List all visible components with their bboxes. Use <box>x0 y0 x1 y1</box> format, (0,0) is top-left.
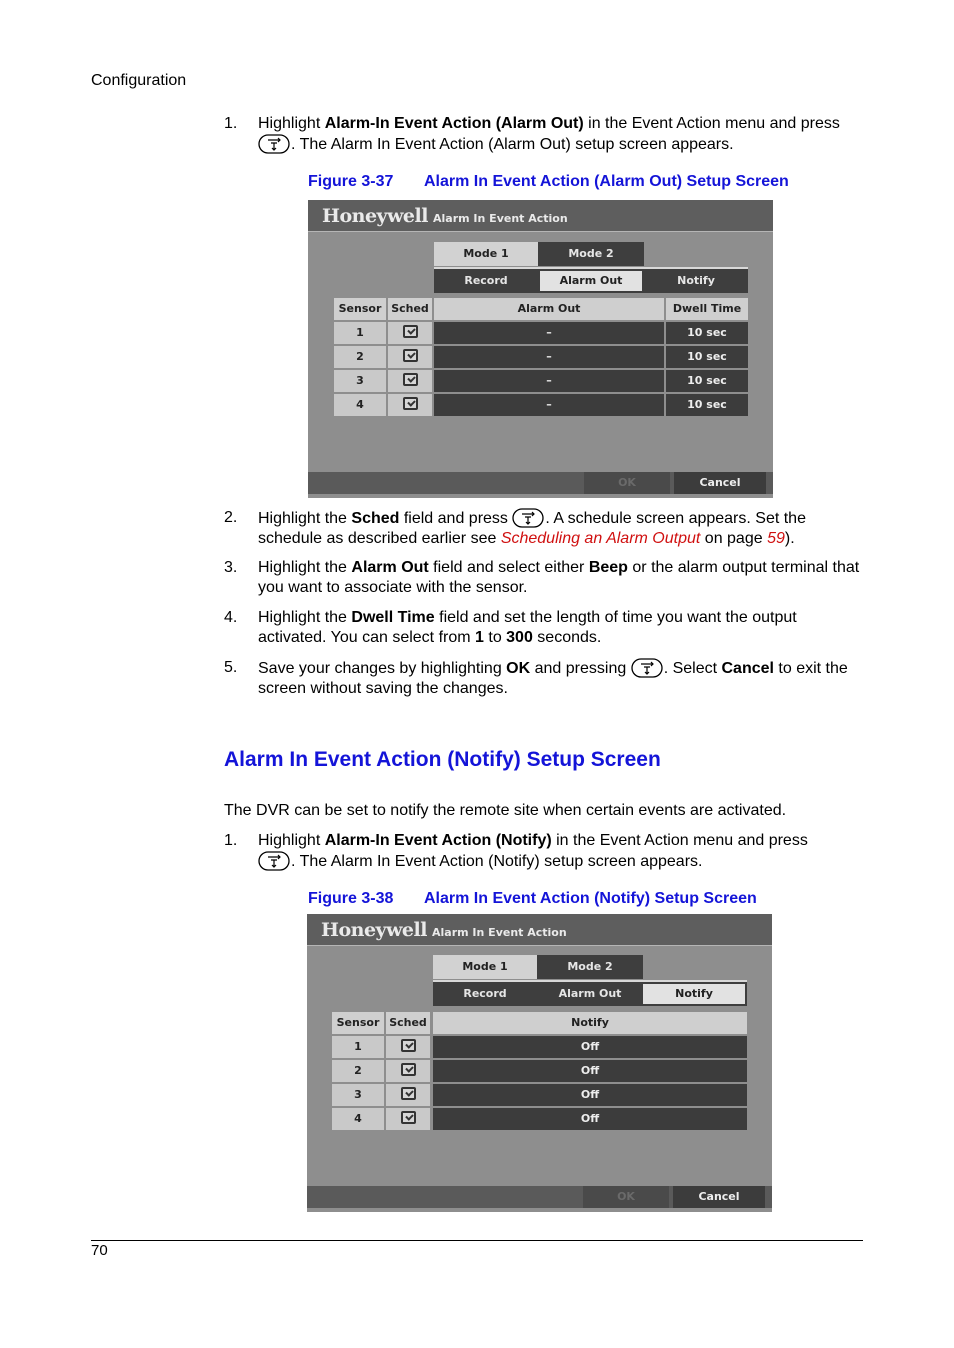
figure-3-37-caption: Figure 3-37 Alarm In Event Action (Alarm Out) Setup Screen <box>308 173 789 190</box>
alarm-out-cell[interactable]: – <box>434 346 664 368</box>
sched-cell[interactable] <box>388 394 432 416</box>
cancel-button[interactable]: Cancel <box>673 1186 765 1208</box>
subtab-alarm-out[interactable]: Alarm Out <box>540 271 642 291</box>
page-number: 70 <box>91 1242 108 1259</box>
running-header: Configuration <box>91 72 187 89</box>
enter-button-icon <box>512 508 544 528</box>
ok-button[interactable]: OK <box>583 1186 669 1208</box>
enter-button-icon <box>258 851 290 871</box>
subtab-record[interactable]: Record <box>464 274 508 287</box>
header-alarm-out: Alarm Out <box>434 298 664 320</box>
schedule-check-icon <box>401 1111 416 1124</box>
sensor-cell: 4 <box>334 394 386 416</box>
sched-cell[interactable] <box>386 1084 430 1106</box>
ok-button[interactable]: OK <box>584 472 670 494</box>
alarm-out-cell[interactable]: – <box>434 370 664 392</box>
sched-cell[interactable] <box>386 1036 430 1058</box>
dwell-time-cell[interactable]: 10 sec <box>666 322 748 344</box>
schedule-check-icon <box>403 373 418 386</box>
tab-mode-1[interactable]: Mode 1 <box>434 242 538 266</box>
figure-3-38-caption: Figure 3-38 Alarm In Event Action (Notify) Setup Screen <box>308 890 757 907</box>
subtab-notify[interactable]: Notify <box>643 984 745 1004</box>
cancel-button[interactable]: Cancel <box>674 472 766 494</box>
schedule-check-icon <box>403 397 418 410</box>
subtab-alarm-out[interactable]: Alarm Out <box>558 987 622 1000</box>
sensor-cell: 4 <box>332 1108 384 1130</box>
footer-rule <box>91 1240 863 1241</box>
enter-button-icon <box>631 658 663 678</box>
alarm-out-cell[interactable]: – <box>434 394 664 416</box>
schedule-check-icon <box>401 1039 416 1052</box>
sched-cell[interactable] <box>388 346 432 368</box>
sched-cell[interactable] <box>386 1060 430 1082</box>
scheduling-link[interactable]: Scheduling an Alarm Output <box>500 530 701 547</box>
step-4-dwell-time: 4. Highlight the Dwell Time field and set the length of time you want the output activated. You can select from 1 to 300 seconds. <box>224 609 797 646</box>
dwell-time-cell[interactable]: 10 sec <box>666 346 748 368</box>
dwell-time-cell[interactable]: 10 sec <box>666 394 748 416</box>
header-notify: Notify <box>433 1012 747 1034</box>
header-sched: Sched <box>388 298 432 320</box>
step-1-alarm-out: 1. Highlight Alarm-In Event Action (Alarm Out) in the Event Action menu and press . The Alarm In Event Action (Alarm Out) setup screen appears. <box>224 115 840 153</box>
sensor-cell: 1 <box>334 322 386 344</box>
subtab-record[interactable]: Record <box>463 987 507 1000</box>
sensor-cell: 1 <box>332 1036 384 1058</box>
step-3-alarm-out: 3. Highlight the Alarm Out field and select either Beep or the alarm output terminal that you want to associate with the sensor. <box>224 559 860 596</box>
header-sensor: Sensor <box>334 298 386 320</box>
sensor-cell: 2 <box>332 1060 384 1082</box>
header-sensor: Sensor <box>332 1012 384 1034</box>
sensor-cell: 3 <box>332 1084 384 1106</box>
header-sched: Sched <box>386 1012 430 1034</box>
tab-mode-2[interactable]: Mode 2 <box>538 242 644 266</box>
page-link[interactable]: 59 <box>767 530 785 547</box>
sched-cell[interactable] <box>386 1108 430 1130</box>
sensor-cell: 3 <box>334 370 386 392</box>
sensor-cell: 2 <box>334 346 386 368</box>
step-2-sched: 2. Highlight the Sched field and press . A schedule screen appears. Set the schedule as described earlier see Scheduling an Alarm Output on page 59). <box>224 509 806 547</box>
screen-title: Alarm In Event Action <box>432 926 567 939</box>
step-1-notify: 1. Highlight Alarm-In Event Action (Notify) in the Event Action menu and press . The Alarm In Event Action (Notify) setup screen appears. <box>224 832 808 870</box>
section-intro: The DVR can be set to notify the remote site when certain events are activated. <box>224 802 787 819</box>
schedule-check-icon <box>401 1063 416 1076</box>
honeywell-logo: Honeywell <box>321 919 427 941</box>
honeywell-logo: Honeywell <box>322 205 428 227</box>
schedule-check-icon <box>403 349 418 362</box>
alarm-out-cell[interactable]: – <box>434 322 664 344</box>
tab-mode-2[interactable]: Mode 2 <box>537 955 643 979</box>
enter-button-icon <box>258 134 290 154</box>
notify-cell[interactable]: Off <box>433 1036 747 1058</box>
dwell-time-cell[interactable]: 10 sec <box>666 370 748 392</box>
screen-title: Alarm In Event Action <box>433 212 568 225</box>
tab-mode-1[interactable]: Mode 1 <box>433 955 537 979</box>
sched-cell[interactable] <box>388 322 432 344</box>
schedule-check-icon <box>403 325 418 338</box>
notify-setup-screen <box>307 914 772 1212</box>
header-dwell-time: Dwell Time <box>666 298 748 320</box>
notify-cell[interactable]: Off <box>433 1084 747 1106</box>
subtab-notify[interactable]: Notify <box>677 274 715 287</box>
alarm-out-setup-screen <box>308 200 773 498</box>
section-heading: Alarm In Event Action (Notify) Setup Screen <box>224 748 661 771</box>
sched-cell[interactable] <box>388 370 432 392</box>
notify-cell[interactable]: Off <box>433 1060 747 1082</box>
schedule-check-icon <box>401 1087 416 1100</box>
step-5-save: 5. Save your changes by highlighting OK and pressing . Select Cancel to exit the screen without saving the changes. <box>224 659 848 697</box>
notify-cell[interactable]: Off <box>433 1108 747 1130</box>
